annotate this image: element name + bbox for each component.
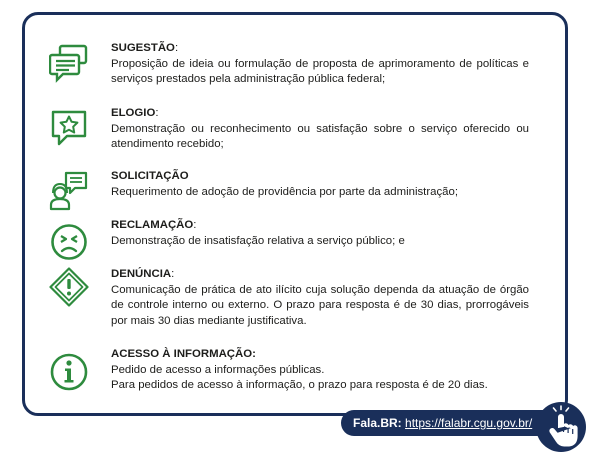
item-description: Demonstração ou reconhecimento ou satisfação sobre o serviço oferecido ou atendimento recebido; (111, 122, 529, 150)
info-panel (22, 12, 568, 416)
item-text (111, 218, 529, 249)
star-speech-bubble-icon (49, 108, 89, 148)
item-text (111, 267, 529, 329)
item-description-deadline: Para pedidos de acesso à informação, o prazo para resposta é de 20 dias. (111, 379, 488, 391)
item-text (111, 347, 529, 394)
item-title: RECLAMAÇÃO: (111, 219, 197, 231)
footer-label: Fala.BR: (353, 416, 402, 430)
falabr-link[interactable]: https://falabr.cgu.gov.br/ (405, 416, 533, 430)
chat-bubbles-icon (49, 43, 89, 83)
item-title: ELOGIO: (111, 107, 159, 119)
item-text (111, 41, 529, 88)
item-description: Comunicação de prática de ato ilícito cuja solução dependa da atuação de órgão de controle interno ou externo. O prazo para resposta é de 30 dias, prorrogáveis por mais 30 dias mediante justificativa. (111, 283, 529, 327)
item-text (111, 169, 529, 200)
footer-bar (341, 410, 549, 436)
upset-face-icon (49, 222, 89, 262)
warning-diamond-icon (49, 267, 89, 307)
item-text (111, 106, 529, 153)
item-description: Proposição de ideia ou formulação de proposta de aprimoramento de políticas e serviços prestados pela administração pública federal; (111, 57, 529, 85)
item-description: Requerimento de adoção de providência por parte da administração; (111, 185, 458, 198)
item-title: SUGESTÃO: (111, 42, 179, 54)
item-title: SOLICITAÇÃO (111, 170, 189, 182)
info-circle-icon (49, 352, 89, 392)
pointing-hand-icon[interactable] (536, 402, 586, 452)
item-title: DENÚNCIA: (111, 268, 175, 280)
item-description: Demonstração de insatisfação relativa a serviço público; e (111, 234, 405, 247)
item-description: Pedido de acesso a informações públicas. (111, 363, 325, 376)
item-title: ACESSO À INFORMAÇÃO: (111, 348, 256, 360)
person-speech-icon (49, 171, 89, 211)
